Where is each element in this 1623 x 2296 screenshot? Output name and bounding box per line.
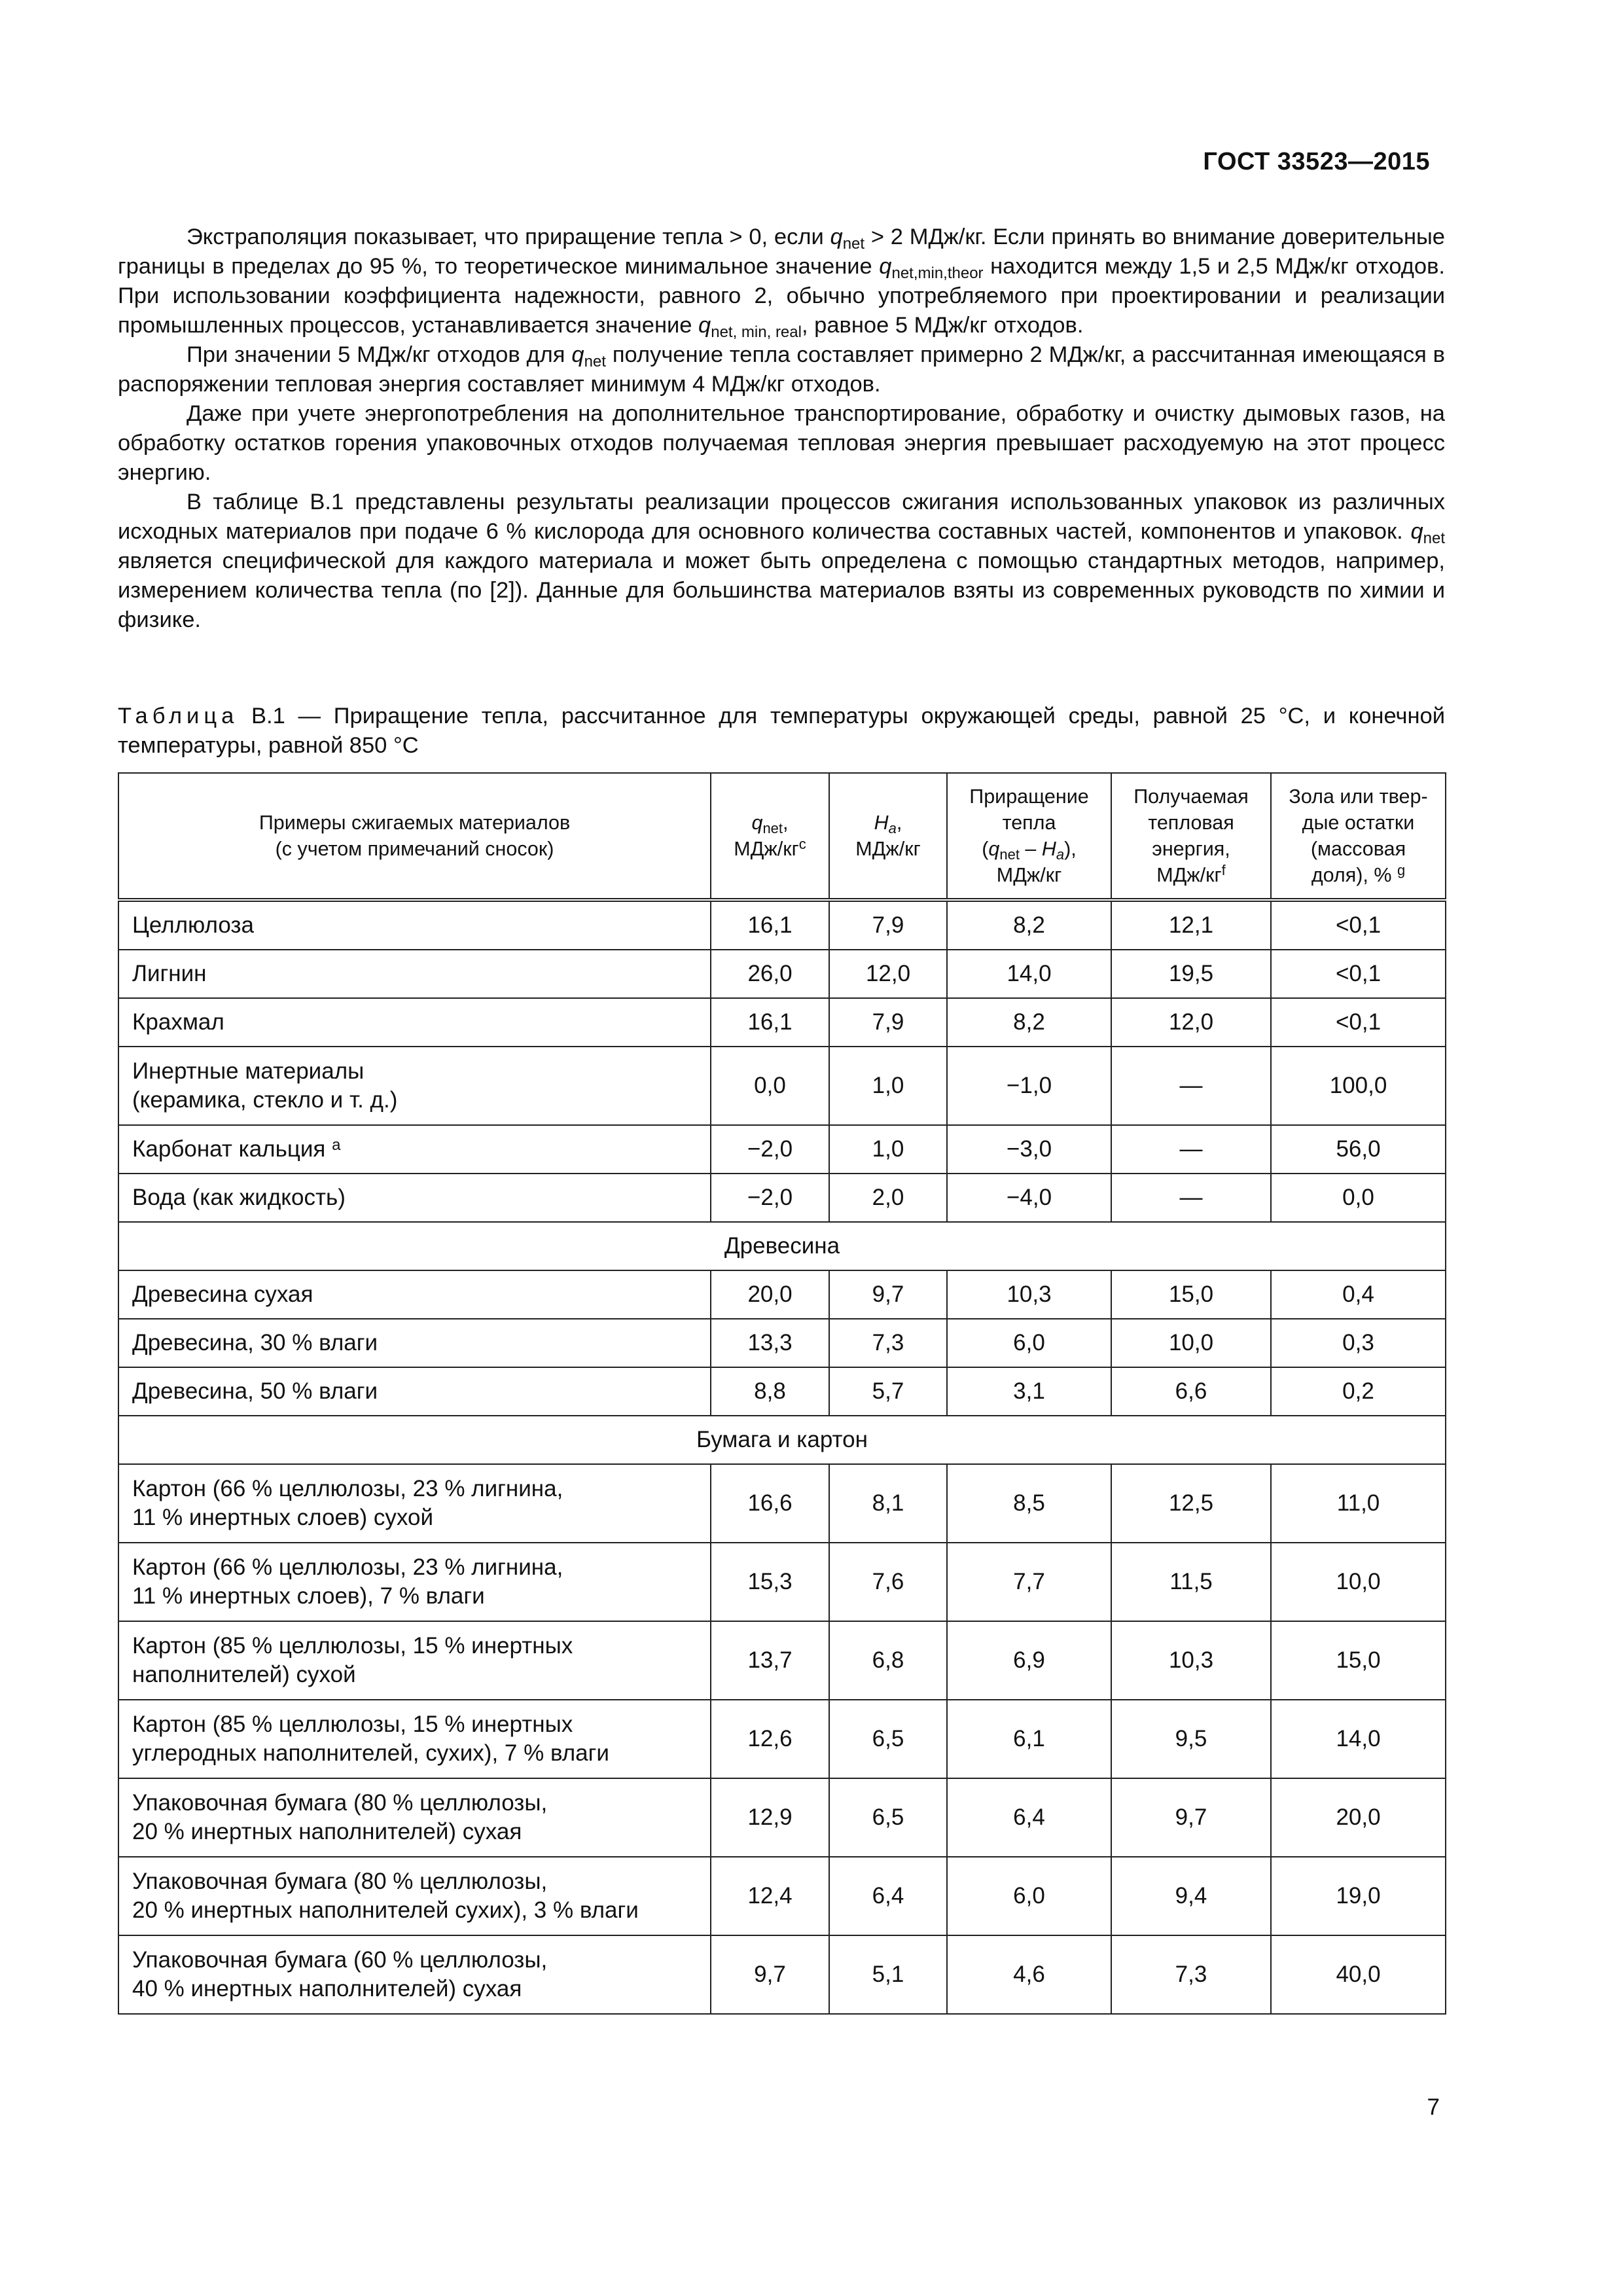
cell-ash: 20,0 [1271,1778,1446,1857]
cell-qnet: −2,0 [711,1174,829,1222]
cell-energy: 9,4 [1111,1857,1271,1935]
cell-energy: 10,3 [1111,1621,1271,1700]
cell-qnet: 0,0 [711,1047,829,1125]
cell-increment: −1,0 [947,1047,1111,1125]
cell-increment: 10,3 [947,1270,1111,1319]
cell-ha: 8,1 [829,1464,947,1543]
cell-increment: 6,0 [947,1319,1111,1367]
cell-increment: 3,1 [947,1367,1111,1416]
cell-material: Вода (как жидкость) [118,1174,711,1222]
cell-ha: 6,4 [829,1857,947,1935]
cell-increment: 8,5 [947,1464,1111,1543]
cell-ha: 7,9 [829,998,947,1047]
table-row [118,1857,1446,1935]
table-row [118,1778,1446,1857]
cell-energy: 12,5 [1111,1464,1271,1543]
page-number: 7 [1427,2094,1440,2120]
footnote-marker: а [332,1136,341,1154]
cell-material: Упаковочная бумага (60 % целлюлозы, 40 % инертных наполнителей) сухая [118,1935,711,2014]
table-row [118,1464,1446,1543]
cell-ha: 5,1 [829,1935,947,2014]
cell-ash: 11,0 [1271,1464,1446,1543]
cell-ash: 15,0 [1271,1621,1446,1700]
cell-ha: 9,7 [829,1270,947,1319]
paragraph-1: Экстраполяция показывает, что приращение тепла > 0, если $q_{net} > 2$ МДж/кг. Если принять во внимание доверительные границы в пределах до 95 %, то теоретическое минимальное значение $q_{net,min,theor}$ находится между 1,5 и 2,5 МДж/кг отходов. При использовании коэффициента надежности, равного 2, обычно употребляемого при проектировании и реализации промышленных процессов, устанавливается значение $q_{net, min, real}$, равное 5 МДж/кг отходов. [118,224,1445,341]
cell-energy: 10,0 [1111,1319,1271,1367]
section-row-wood [118,1222,1446,1270]
table-row [118,900,1446,950]
section-title: Древесина [118,1222,1446,1270]
cell-material: Карбонат кальция $^а$ [118,1125,711,1174]
cell-ash: <0,1 [1271,998,1446,1047]
cell-ha: 12,0 [829,950,947,998]
cell-ha: 1,0 [829,1125,947,1174]
cell-ha: 7,3 [829,1319,947,1367]
table-row [118,1700,1446,1778]
cell-material: Инертные материалы (керамика, стекло и т. д.) [118,1047,711,1125]
cell-qnet: 13,7 [711,1621,829,1700]
cell-increment: −3,0 [947,1125,1111,1174]
cell-qnet: 20,0 [711,1270,829,1319]
cell-increment: 8,2 [947,998,1111,1047]
data-table [118,772,1446,2015]
document-code: ГОСТ 33523—2015 [1203,148,1430,175]
table-row [118,1125,1446,1174]
table-row [118,1174,1446,1222]
header-increment: Приращение тепла $(q_{net} - H_a)$, МДж/кг [947,773,1111,900]
cell-ash: 56,0 [1271,1125,1446,1174]
table-row [118,1621,1446,1700]
cell-qnet: 12,6 [711,1700,829,1778]
cell-energy: 9,7 [1111,1778,1271,1857]
paragraph-3: Даже при учете энергопотребления на дополнительное транспортирование, обработку и очистку дымовых газов, на обработку остатков горения упаковочных отходов получаемая тепловая энергия превышает расходуемую на этот процесс энергию. [118,401,1445,485]
cell-qnet: 16,1 [711,900,829,950]
cell-ash: 10,0 [1271,1543,1446,1621]
cell-material: Древесина, 50 % влаги [118,1367,711,1416]
cell-material: Лигнин [118,950,711,998]
cell-energy: 7,3 [1111,1935,1271,2014]
cell-qnet: 12,9 [711,1778,829,1857]
table-row [118,950,1446,998]
cell-energy: 6,6 [1111,1367,1271,1416]
cell-ash: 100,0 [1271,1047,1446,1125]
cell-ha: 7,9 [829,900,947,950]
header-materials: Примеры сжигаемых материалов (с учетом примечаний сносок) [118,773,711,900]
cell-energy: 19,5 [1111,950,1271,998]
cell-material: Упаковочная бумага (80 % целлюлозы, 20 % инертных наполнителей) сухая [118,1778,711,1857]
paragraph-4: В таблице В.1 представлены результаты реализации процессов сжигания использованных упаковок из различных исходных материалов при подаче 6 % кислорода для основного количества составных частей, компонентов и упаковок. $q_{net}$ является специфической для каждого материала и может быть определена с помощью стандартных методов, например, измерением количества тепла (по [2]). Данные для большинства материалов взяты из современных руководств по химии и физике. [118,490,1445,632]
cell-increment: 6,1 [947,1700,1111,1778]
cell-energy: 9,5 [1111,1700,1271,1778]
cell-qnet: 15,3 [711,1543,829,1621]
cell-material: Древесина, 30 % влаги [118,1319,711,1367]
cell-qnet: 16,1 [711,998,829,1047]
table-row [118,998,1446,1047]
cell-qnet: −2,0 [711,1125,829,1174]
cell-increment: 6,0 [947,1857,1111,1935]
cell-ha: 5,7 [829,1367,947,1416]
cell-energy: 12,0 [1111,998,1271,1047]
cell-ash: 0,2 [1271,1367,1446,1416]
cell-material: Картон (66 % целлюлозы, 23 % лигнина, 11 % инертных слоев), 7 % влаги [118,1543,711,1621]
cell-ha: 6,5 [829,1778,947,1857]
cell-qnet: 26,0 [711,950,829,998]
body-text [118,223,1445,635]
cell-increment: 6,4 [947,1778,1111,1857]
cell-qnet: 12,4 [711,1857,829,1935]
cell-ash: <0,1 [1271,900,1446,950]
cell-ash: <0,1 [1271,950,1446,998]
cell-ash: 0,0 [1271,1174,1446,1222]
cell-material: Картон (66 % целлюлозы, 23 % лигнина, 11 % инертных слоев) сухой [118,1464,711,1543]
cell-material: Картон (85 % целлюлозы, 15 % инертных углеродных наполнителей, сухих), 7 % влаги [118,1700,711,1778]
table-row [118,1367,1446,1416]
cell-material: Крахмал [118,998,711,1047]
cell-increment: −4,0 [947,1174,1111,1222]
cell-increment: 14,0 [947,950,1111,998]
cell-ash: 19,0 [1271,1857,1446,1935]
cell-energy: — [1111,1125,1271,1174]
cell-ha: 6,8 [829,1621,947,1700]
cell-increment: 4,6 [947,1935,1111,2014]
table-row [118,1047,1446,1125]
cell-increment: 6,9 [947,1621,1111,1700]
cell-energy: 11,5 [1111,1543,1271,1621]
header-qnet: $q_{net}$, МДж/$кг^c$ [711,773,829,900]
section-row-paper [118,1416,1446,1464]
cell-material: Упаковочная бумага (80 % целлюлозы, 20 % инертных наполнителей сухих), 3 % влаги [118,1857,711,1935]
cell-energy: — [1111,1047,1271,1125]
cell-ha: 7,6 [829,1543,947,1621]
cell-increment: 8,2 [947,900,1111,950]
table-row [118,1270,1446,1319]
paragraph-2: При значении 5 МДж/кг отходов для $q_{net}$ получение тепла составляет примерно 2 МДж/кг, а рассчитанная имеющаяся в распоряжении тепловая энергия составляет минимум 4 МДж/кг отходов. [118,342,1445,397]
cell-energy: 15,0 [1111,1270,1271,1319]
cell-qnet: 9,7 [711,1935,829,2014]
cell-ash: 40,0 [1271,1935,1446,2014]
table-header-row [118,773,1446,900]
cell-material: Древесина сухая [118,1270,711,1319]
table-row [118,1319,1446,1367]
cell-increment: 7,7 [947,1543,1111,1621]
cell-qnet: 8,8 [711,1367,829,1416]
cell-ash: 14,0 [1271,1700,1446,1778]
cell-ash: 0,3 [1271,1319,1446,1367]
cell-ha: 1,0 [829,1047,947,1125]
table-row [118,1543,1446,1621]
cell-ash: 0,4 [1271,1270,1446,1319]
header-energy: Получаемая тепловая энергия, МДж/$кг^f$ [1111,773,1271,900]
cell-material: Картон (85 % целлюлозы, 15 % инертных наполнителей) сухой [118,1621,711,1700]
cell-ha: 2,0 [829,1174,947,1222]
cell-qnet: 16,6 [711,1464,829,1543]
cell-energy: — [1111,1174,1271,1222]
table-caption: Таблица В.1 — Приращение тепла, рассчитанное для температуры окружающей среды, равной 25 °С, и конечной температуры, равной 850 °С [118,704,1445,758]
cell-energy: 12,1 [1111,900,1271,950]
table-row [118,1935,1446,2014]
header-ha: $H_a$, МДж/кг [829,773,947,900]
cell-ha: 6,5 [829,1700,947,1778]
section-title: Бумага и картон [118,1416,1446,1464]
cell-qnet: 13,3 [711,1319,829,1367]
cell-material: Целлюлоза [118,900,711,950]
header-ash: Зола или твер- дые остатки (массовая доля), % $^g$ [1271,773,1446,900]
